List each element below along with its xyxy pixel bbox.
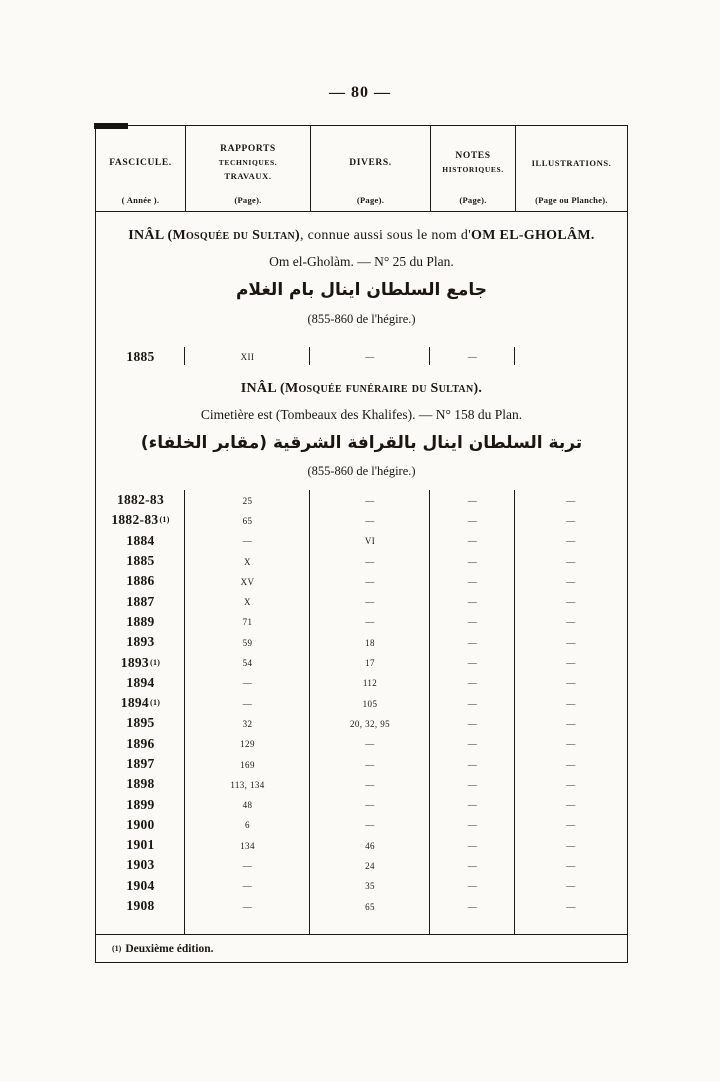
year-label: 1887: [126, 593, 155, 609]
year-cell: [96, 754, 185, 774]
page-ref-cell: —: [566, 736, 576, 751]
section-heading: [96, 370, 627, 490]
page-ref-cell: 32: [242, 715, 253, 730]
year-cell: [96, 531, 185, 551]
header-notes: [430, 126, 515, 211]
page-ref-cell: —: [365, 573, 375, 588]
section-rows: [96, 343, 627, 370]
page-ref-cell: X: [244, 553, 251, 568]
year-label: 1899: [126, 796, 155, 812]
section-title-part: OM EL-GHOLÂM.: [471, 228, 595, 244]
year-label: 1889: [126, 613, 155, 629]
page-ref-cell: —: [467, 797, 478, 812]
page-ref-cell: —: [566, 533, 576, 548]
page-ref-cell: —: [467, 553, 478, 568]
page-ref-cell: —: [365, 776, 375, 791]
page-ref-cell: 54: [242, 655, 253, 670]
header-divers: [310, 126, 430, 211]
table-row: [96, 551, 627, 571]
page-ref-cell: —: [365, 553, 375, 568]
table-row: [96, 774, 627, 794]
column-divider: [309, 490, 310, 934]
year-label: 1900: [126, 816, 155, 832]
page-ref-cell: 6: [245, 817, 250, 832]
page-ref-cell: —: [242, 695, 253, 710]
table-row: [96, 734, 627, 754]
catalog-table: [95, 125, 628, 963]
year-cell: [96, 632, 185, 652]
header-title-block: [96, 126, 185, 195]
year-cell: [96, 490, 185, 510]
page-ref-cell: —: [467, 614, 478, 629]
table-row: [96, 754, 627, 774]
page-ref-cell: —: [242, 533, 253, 548]
page-ref-cell: —: [467, 857, 478, 872]
page-ref-cell: —: [365, 756, 375, 771]
page-ref-cell: 112: [362, 675, 378, 690]
table-row: [96, 693, 627, 713]
page-ref-cell: —: [467, 756, 478, 771]
year-cell: [96, 571, 185, 591]
page-ref-cell: 169: [240, 756, 255, 771]
table-row: [96, 673, 627, 693]
header-title-block: [186, 126, 310, 195]
year-label: 1885: [126, 348, 155, 364]
page-ref-cell: —: [242, 898, 253, 913]
year-label: 1885: [126, 553, 155, 569]
page-ref-cell: —: [566, 573, 576, 588]
page-ref-cell: —: [467, 695, 478, 710]
section-subtitle: Om el-Gholàm. — N° 25 du Plan.: [269, 254, 454, 270]
footnote-text: Deuxième édition.: [125, 942, 214, 955]
page-ref-cell: —: [467, 776, 478, 791]
column-divider: [184, 347, 185, 365]
year-cell: [96, 713, 185, 733]
year-label: 1882-83: [111, 512, 159, 528]
page-ref-cell: 46: [365, 837, 375, 852]
page-ref-cell: —: [566, 878, 576, 893]
column-divider: [184, 490, 185, 934]
section-title-part: , connue aussi sous le nom d': [300, 228, 472, 244]
year-cell: [96, 551, 185, 571]
header-title-block: [431, 126, 515, 195]
header-line: TECHNIQUES.: [218, 158, 278, 167]
page-ref-cell: —: [566, 837, 576, 852]
page-ref-cell: —: [566, 614, 576, 629]
page-ref-cell: 48: [242, 797, 253, 812]
year-label: 1894: [126, 674, 155, 690]
header-unit: ( Année ).: [121, 195, 160, 205]
table-row: [96, 794, 627, 814]
section-title-part: INÂL: [128, 228, 168, 244]
arabic-title: تربة السلطان اينال بالقرافة الشرقية (مقابر الخلفاء): [140, 432, 583, 453]
header-line: FASCICULE.: [109, 157, 172, 168]
year-label: 1882-83: [116, 492, 165, 508]
page-ref-cell: —: [566, 634, 576, 649]
page-ref-cell: —: [467, 655, 478, 670]
page-ref-cell: —: [467, 898, 478, 913]
page-ref-cell: 17: [365, 655, 375, 670]
year-cell: 1882-83 (1): [111, 512, 170, 528]
header-fascicule: [96, 126, 185, 211]
page-ref-cell: —: [566, 797, 576, 812]
section-title-part: (Mosquée du Sultan): [167, 228, 300, 244]
year-label: 1908: [126, 898, 155, 914]
year-cell: [96, 876, 185, 896]
section-heading: [96, 212, 627, 343]
year-label: 1904: [126, 877, 155, 893]
table-row: [96, 855, 627, 875]
table-row: [96, 835, 627, 855]
page-ref-cell: —: [566, 776, 576, 791]
year-label: 1896: [126, 735, 155, 751]
year-cell: [96, 612, 185, 632]
page-ref-cell: 18: [365, 634, 375, 649]
table-row: [96, 510, 627, 530]
table-row: [96, 343, 627, 370]
page-ref-cell: —: [467, 573, 478, 588]
table-row: [96, 531, 627, 551]
section-title: [96, 228, 627, 244]
footnote: (1) Deuxième édition.: [96, 934, 627, 962]
year-cell: [96, 896, 185, 916]
year-label: 1901: [126, 837, 155, 853]
page-ref-cell: —: [242, 675, 253, 690]
header-line: RAPPORTS: [220, 144, 276, 154]
table-row: [96, 815, 627, 835]
year-cell: [96, 591, 185, 611]
year-label: 1894: [120, 695, 149, 711]
table-row: [96, 591, 627, 611]
year-cell: [96, 343, 185, 370]
page-ref-cell: 24: [365, 857, 375, 872]
page-ref-cell: 105: [362, 695, 378, 710]
table-row: [96, 652, 627, 672]
year-label: 1895: [126, 715, 155, 731]
table-row: [96, 896, 627, 916]
page-ref-cell: —: [365, 736, 375, 751]
page-ref-cell: —: [566, 898, 576, 913]
column-divider: [429, 347, 430, 365]
header-unit: (Page ou Planche).: [535, 195, 608, 205]
page-ref-cell: 20, 32, 95: [350, 715, 390, 730]
hegira-date: (855-860 de l'hégire.): [307, 464, 416, 479]
page-ref-cell: —: [365, 614, 375, 629]
page-ref-cell: —: [365, 349, 375, 363]
page-ref-cell: —: [566, 512, 576, 527]
table-row: [96, 490, 627, 510]
year-cell: [96, 673, 185, 693]
page-ref-cell: 129: [240, 736, 255, 751]
table-row: [96, 612, 627, 632]
page-ref-cell: —: [566, 553, 576, 568]
header-line: HISTORIQUES.: [442, 165, 504, 174]
page-ref-cell: —: [365, 817, 375, 832]
year-label: 1893: [126, 634, 155, 650]
page-ref-cell: 59: [242, 634, 253, 649]
page-ref-cell: 65: [365, 898, 375, 913]
page-ref-cell: —: [566, 817, 576, 832]
year-cell: 1893 (1): [120, 654, 161, 670]
header-title-block: [311, 126, 430, 195]
header-unit: (Page).: [356, 195, 385, 205]
page-ref-cell: —: [467, 878, 478, 893]
year-cell: [96, 815, 185, 835]
page-ref-cell: —: [242, 857, 253, 872]
year-label: 1886: [126, 573, 155, 589]
year-label: 1897: [126, 756, 155, 771]
page-ref-cell: —: [365, 492, 375, 507]
page-ref-cell: —: [467, 533, 478, 548]
page-ref-cell: VI: [364, 533, 376, 548]
page-ref-cell: —: [566, 857, 576, 872]
page-ref-cell: —: [566, 695, 576, 710]
header-line: ILLUSTRATIONS.: [531, 157, 612, 168]
year-label: 1893: [120, 654, 149, 670]
page-ref-cell: —: [467, 736, 478, 751]
page-ref-cell: —: [365, 512, 375, 527]
page-ref-cell: —: [566, 715, 576, 730]
column-divider: [429, 490, 430, 934]
page-ref-cell: —: [467, 675, 478, 690]
column-divider: [514, 347, 515, 365]
year-label: 1898: [126, 776, 155, 792]
page-ref-cell: [515, 343, 627, 370]
header-title-block: [516, 126, 627, 195]
year-cell: [96, 835, 185, 855]
section-title: [96, 381, 627, 397]
page-ref-cell: —: [467, 594, 478, 609]
table-body: [96, 212, 627, 934]
page-ref-cell: XV: [240, 573, 255, 588]
table-row: [96, 876, 627, 896]
page-ref-cell: —: [365, 797, 375, 812]
section-rows: [96, 490, 627, 934]
page-ref-cell: —: [242, 878, 253, 893]
page-ref-cell: —: [566, 675, 576, 690]
page-ref-cell: —: [566, 594, 576, 609]
header-illustrations: [515, 126, 627, 211]
header-line: DIVERS.: [349, 157, 392, 168]
table-header: [96, 126, 627, 212]
arabic-title: جامع السلطان اينال بام الغلام: [235, 280, 488, 301]
table-row: [96, 632, 627, 652]
page-ref-cell: —: [467, 634, 478, 649]
page-ref-cell: 65: [242, 512, 253, 527]
page-ref-cell: —: [467, 715, 478, 730]
table-row: [96, 571, 627, 591]
year-label: 1903: [126, 857, 155, 873]
page-ref-cell: —: [566, 756, 576, 771]
page-ref-cell: 35: [365, 878, 375, 893]
page-ref-cell: X: [244, 594, 251, 609]
section-title-part: (Mosquée funéraire du Sultan).: [279, 380, 483, 396]
page-ref-cell: —: [467, 492, 478, 507]
table-row: [96, 713, 627, 733]
column-divider: [309, 347, 310, 365]
year-cell: [96, 794, 185, 814]
page-ref-cell: —: [467, 512, 478, 527]
page-number: — 80 —: [329, 84, 391, 101]
page-ref-cell: 71: [242, 614, 253, 629]
header-line: TRAVAUX.: [224, 171, 272, 181]
year-cell: [96, 774, 185, 794]
header-rapports: [185, 126, 310, 211]
section-subtitle: Cimetière est (Tombeaux des Khalifes). — N° 158 du Plan.: [200, 406, 523, 422]
header-unit: (Page).: [459, 195, 487, 205]
page-ref-cell: —: [566, 655, 576, 670]
page-ref-cell: 134: [240, 837, 255, 852]
year-cell: 1894 (1): [120, 695, 161, 711]
year-label: 1884: [126, 532, 155, 548]
page-ref-cell: XII: [240, 349, 255, 363]
page-ref-cell: —: [467, 837, 478, 852]
page-ref-cell: 113, 134: [230, 776, 265, 791]
year-cell: [96, 855, 185, 875]
page-ref-cell: —: [467, 349, 478, 363]
section-title-part: INÂL: [240, 380, 280, 396]
page-ref-cell: —: [566, 492, 576, 507]
header-line: NOTES: [455, 151, 491, 161]
page-ref-cell: 25: [242, 492, 253, 507]
column-divider: [514, 490, 515, 934]
hegira-date: (855-860 de l'hégire.): [307, 311, 416, 326]
page-ref-cell: —: [365, 594, 375, 609]
page-ref-cell: —: [467, 817, 478, 832]
header-unit: (Page).: [234, 195, 262, 205]
year-cell: [96, 734, 185, 754]
